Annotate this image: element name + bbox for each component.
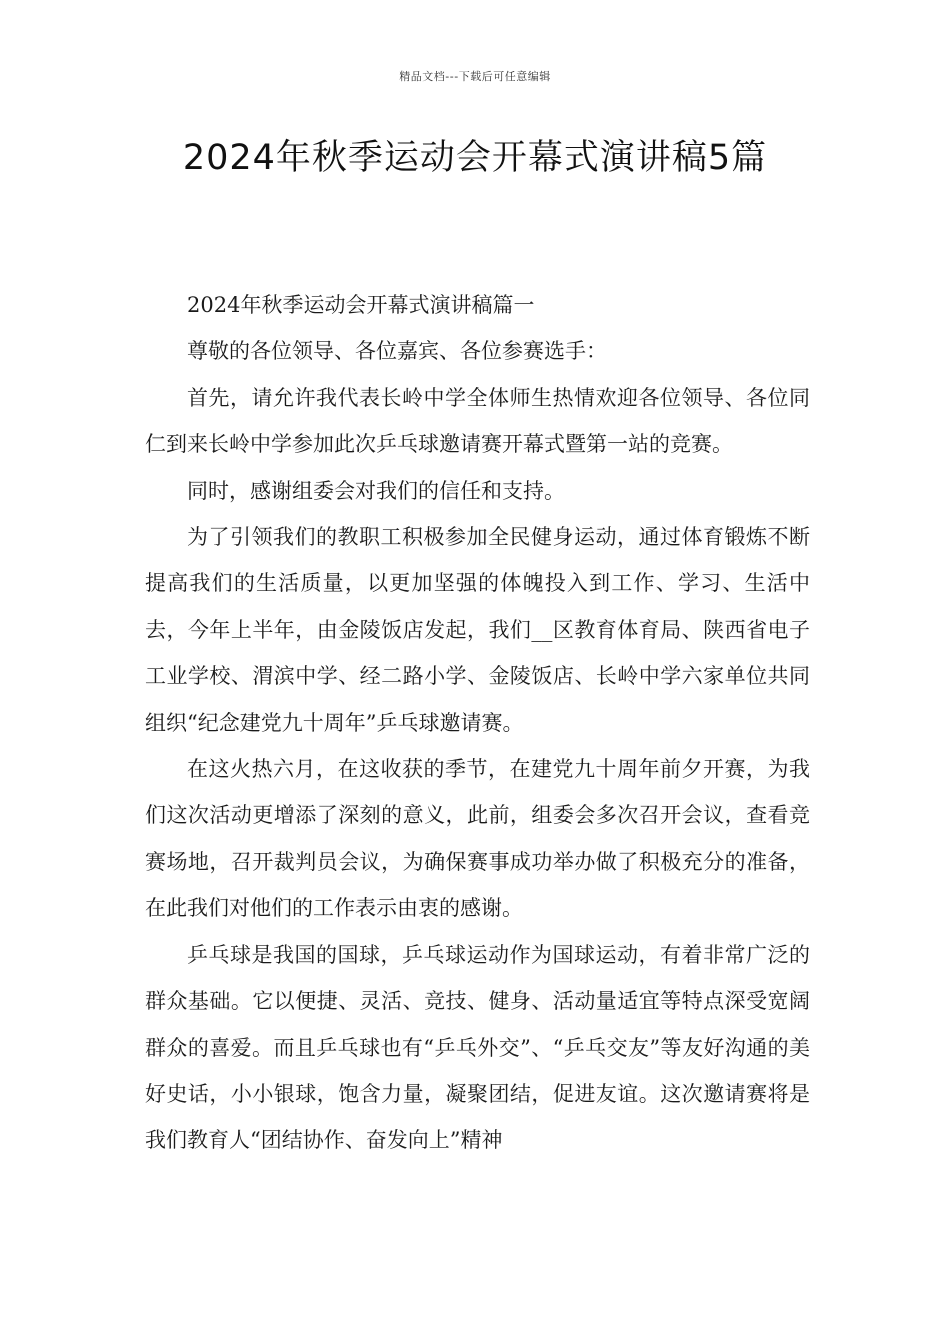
paragraph-preparation: 在这火热六月，在这收获的季节，在建党九十周年前夕开赛，为我们这次活动更增添了深刻的意义，此前，组委会多次召开会议，查看竞赛场地，召开裁判员会议，为确保赛事成功举办做了积极充分的准备，在此我们对他们的工作表示由衷的感谢。 xyxy=(145,757,810,921)
paragraph-background: 为了引领我们的教职工积极参加全民健身运动，通过体育锻炼不断提高我们的生活质量，以更加坚强的体魄投入到工作、学习、生活中去，今年上半年，由金陵饭店发起，我们__区教育体育局、陕西省电子工业学校、渭滨中学、经二路小学、金陵饭店、长岭中学六家单位共同组织“纪念建党九十周年”乒乓球邀请赛。 xyxy=(145,525,810,735)
paragraph-welcome: 首先，请允许我代表长岭中学全体师生热情欢迎各位领导、各位同仁到来长岭中学参加此次乒乓球邀请赛开幕式暨第一站的竞赛。 xyxy=(145,385,810,457)
header-note: 精品文档---下载后可任意编辑 xyxy=(399,70,551,83)
paragraph-thanks: 同时，感谢组委会对我们的信任和支持。 xyxy=(187,478,565,503)
paragraph-table-tennis: 乒乓球是我国的国球，乒乓球运动作为国球运动，有着非常广泛的群众基础。它以便捷、灵活、竞技、健身、活动量适宜等特点深受宽阔群众的喜爱。而且乒乓球也有“乒乓外交”、“乒乓交友”等友好沟通的美好史话，小小银球，饱含力量，凝聚团结，促进友谊。这次邀请赛将是我们教育人“团结协作、奋发向上”精神 xyxy=(145,942,810,1153)
paragraph-salutation: 尊敬的各位领导、各位嘉宾、各位参赛选手： xyxy=(187,339,607,364)
document-body xyxy=(145,282,810,1164)
paragraph-section-heading: 2024年秋季运动会开幕式演讲稿篇一 xyxy=(187,293,535,317)
document-title: 2024年秋季运动会开幕式演讲稿5篇 xyxy=(182,138,768,178)
